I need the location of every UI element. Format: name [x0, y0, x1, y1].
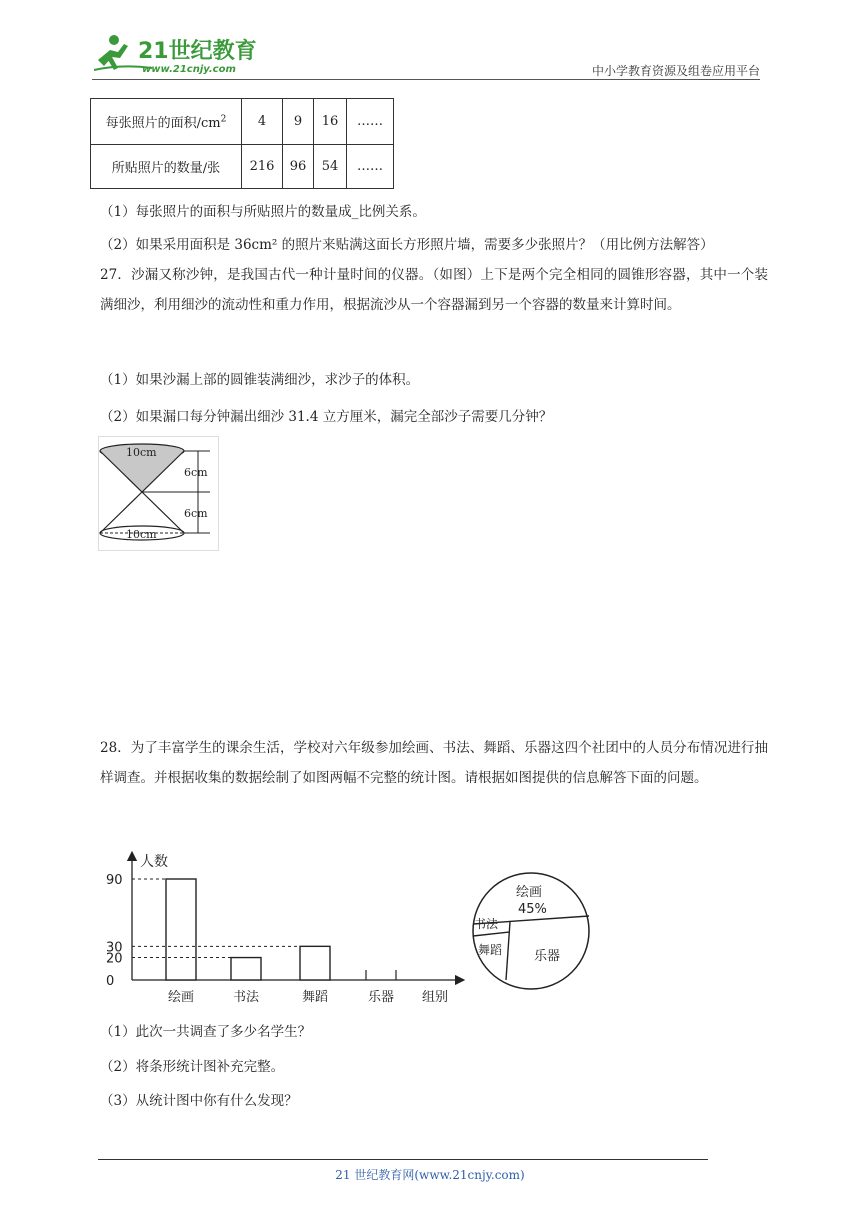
- table-cell: ……: [347, 99, 394, 145]
- logo-url: www.21cnjy.com: [142, 64, 236, 75]
- footer-rule: [98, 1159, 708, 1160]
- x-tick-label: 乐器: [367, 990, 395, 1005]
- x-tick-label: 书法: [232, 990, 260, 1005]
- logo-title: 21世纪教育: [138, 39, 257, 64]
- x-tick-label: 绘画: [167, 990, 195, 1005]
- table-cell: 9: [283, 99, 314, 145]
- bar-1: [231, 958, 261, 980]
- table-row: [91, 99, 394, 145]
- y-axis-label: 人数: [140, 854, 168, 870]
- table-cell: 4: [242, 99, 283, 145]
- x-axis-label: 组别: [422, 990, 449, 1005]
- q28-part1: （1）此次一共调查了多少名学生？: [100, 1024, 312, 1040]
- table-cell: 216: [242, 145, 283, 189]
- table-row: [91, 145, 394, 189]
- pie-label-calligraphy: 书法: [474, 917, 499, 931]
- hourglass-figure: [98, 436, 220, 552]
- height2-label: 6cm: [184, 507, 208, 520]
- table-cell: 54: [314, 145, 347, 189]
- x-tick-label: 舞蹈: [301, 990, 329, 1005]
- q28-intro: 28．为了丰富学生的课余生活，学校对六年级参加绘画、书法、舞蹈、乐器这四个社团中的人员分布情况进行抽样调查。并根据收集的数据绘制了如图两幅不完整的统计图。请根据如图提供的信息解答下面的问题。: [100, 740, 768, 786]
- header-rule: [92, 79, 760, 80]
- pie-label-painting: 绘画: [516, 885, 543, 900]
- photo-area-table: [90, 98, 394, 189]
- top-diameter-label: 10cm: [126, 446, 157, 459]
- bottom-diameter-label: 10cm: [126, 528, 157, 541]
- table-row-label: 所贴照片的数量/张: [91, 145, 242, 189]
- platform-name: 中小学教育资源及组卷应用平台: [591, 64, 760, 78]
- table-row-label: 每张照片的面积$/cm^2$: [91, 99, 242, 145]
- table-cell: 96: [283, 145, 314, 189]
- bar-2: [300, 946, 330, 980]
- table-cell: ……: [347, 145, 394, 189]
- site-logo: [92, 30, 272, 78]
- y-tick-label: 20: [106, 951, 123, 967]
- pie-percent-painting: 45%: [518, 902, 547, 917]
- table-cell: 16: [314, 99, 347, 145]
- q27-intro: 27．沙漏又称沙钟，是我国古代一种计量时间的仪器。（如图）上下是两个完全相同的圆锥形容器，其中一个装满细沙，利用细沙的流动性和重力作用，根据流沙从一个容器漏到另一个容器的数量来计算时间。: [100, 267, 768, 313]
- y-tick-label: 0: [106, 974, 115, 989]
- q26-part1: （1）每张照片的面积与所贴照片的数量成_比例关系。: [100, 204, 426, 220]
- q28-part3: （3）从统计图中你有什么发现？: [100, 1093, 298, 1109]
- q27-part2: （2）如果漏口每分钟漏出细沙 31.4 立方厘米，漏完全部沙子需要几分钟？: [100, 409, 553, 425]
- q26-part2: （2）如果采用面积是 36cm² 的照片来贴满这面长方形照片墙，需要多少张照片？（用比例方法解答）: [100, 237, 714, 253]
- pie-label-instrument: 乐器: [534, 949, 561, 964]
- y-tick-label: 30: [106, 940, 123, 956]
- height1-label: 6cm: [184, 466, 208, 479]
- bar-chart: [100, 848, 470, 1008]
- pie-chart: [468, 868, 594, 994]
- q27-part1: （1）如果沙漏上部的圆锥装满细沙，求沙子的体积。: [100, 372, 420, 388]
- q28-part2: （2）将条形统计图补充完整。: [100, 1059, 285, 1075]
- y-tick-label: 90: [106, 873, 123, 888]
- footer-text: 21 世纪教育网(www.21cnjy.com): [335, 1168, 525, 1182]
- bar-0: [166, 879, 196, 980]
- pie-label-dance: 舞蹈: [478, 943, 503, 957]
